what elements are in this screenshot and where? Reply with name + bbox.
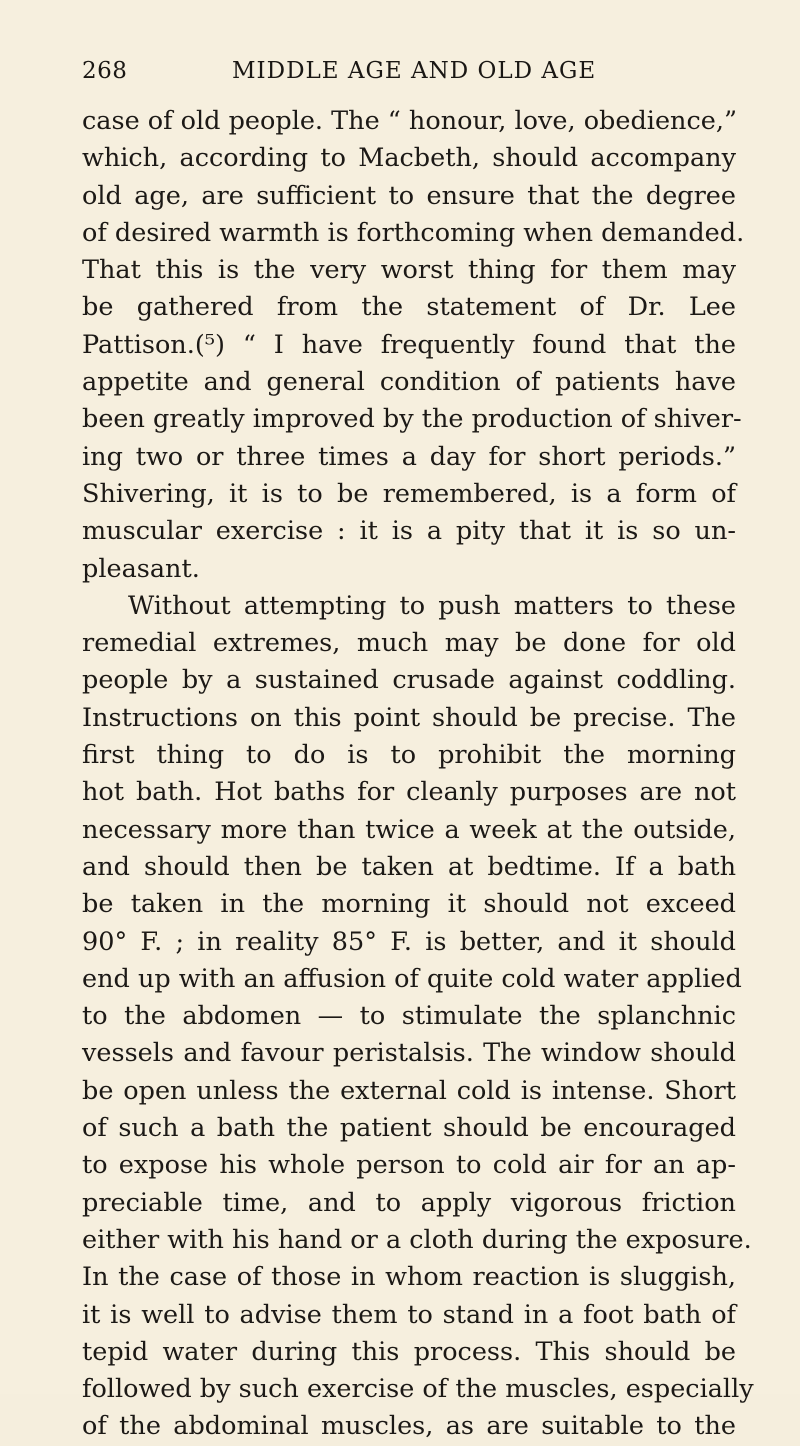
text-line: be open unless the external cold is intense. Short [82,1075,736,1106]
running-title: MIDDLE AGE AND OLD AGE [232,58,597,84]
text-line: Instructions on this point should be precise. The [82,702,736,733]
page-number: 268 [82,58,128,84]
text-line-paragraph-start: Without attempting to push matters to these [128,590,736,621]
text-line: been greatly improved by the production of shiver- [82,404,742,435]
text-line: old age, are sufficient to ensure that the degree [82,180,736,211]
text-line: and should then be taken at bedtime. If a bath [82,851,736,882]
text-line: of the abdominal muscles, as are suitable to the [82,1411,736,1442]
text-line: 90° F. ; in reality 85° F. is better, and it should [82,926,736,957]
text-line: to the abdomen — to stimulate the splanchnic [82,1001,736,1032]
text-line: of desired warmth is forthcoming when demanded. [82,217,745,248]
text-line: it is well to advise them to stand in a foot bath of [82,1299,736,1330]
text-line: necessary more than twice a week at the outside, [82,814,736,845]
text-line: appetite and general condition of patients have [82,367,736,398]
text-line: In the case of those in whom reaction is sluggish, [82,1262,736,1293]
text-line: either with his hand or a cloth during the exposure. [82,1224,752,1255]
text-line: Shivering, it is to be remembered, is a form of [82,478,736,509]
text-line: to expose his whole person to cold air for an ap- [82,1150,736,1181]
text-line: ing two or three times a day for short periods.” [82,441,736,472]
body-text [82,103,754,1446]
text-line: preciable time, and to apply vigorous friction [82,1187,736,1218]
text-line: hot bath. Hot baths for cleanly purposes are not [82,777,736,808]
text-line: Pattison.(⁵) “ I have frequently found that the [82,329,736,360]
text-line: tepid water during this process. This should be [82,1336,736,1367]
text-line: of such a bath the patient should be encouraged [82,1113,736,1144]
text-line: end up with an affusion of quite cold water applied [82,963,742,994]
text-line: case of old people. The “ honour, love, obedience,” [82,106,737,136]
text-line: followed by such exercise of the muscles, especially [82,1374,754,1405]
text-line-paragraph-end: pleasant. [82,553,200,584]
text-line: first thing to do is to prohibit the morning [82,740,736,771]
text-line: remedial extremes, much may be done for old [82,628,736,659]
text-line: which, according to Macbeth, should accompany [82,143,736,174]
text-line: be gathered from the statement of Dr. Lee [82,292,736,323]
text-line: vessels and favour peristalsis. The window should [82,1038,736,1069]
text-line: be taken in the morning it should not exceed [82,889,736,920]
text-line: That this is the very worst thing for them may [82,255,736,286]
text-line: muscular exercise : it is a pity that it is so un- [82,516,736,547]
text-line: people by a sustained crusade against coddling. [82,665,736,696]
running-head [82,44,736,94]
